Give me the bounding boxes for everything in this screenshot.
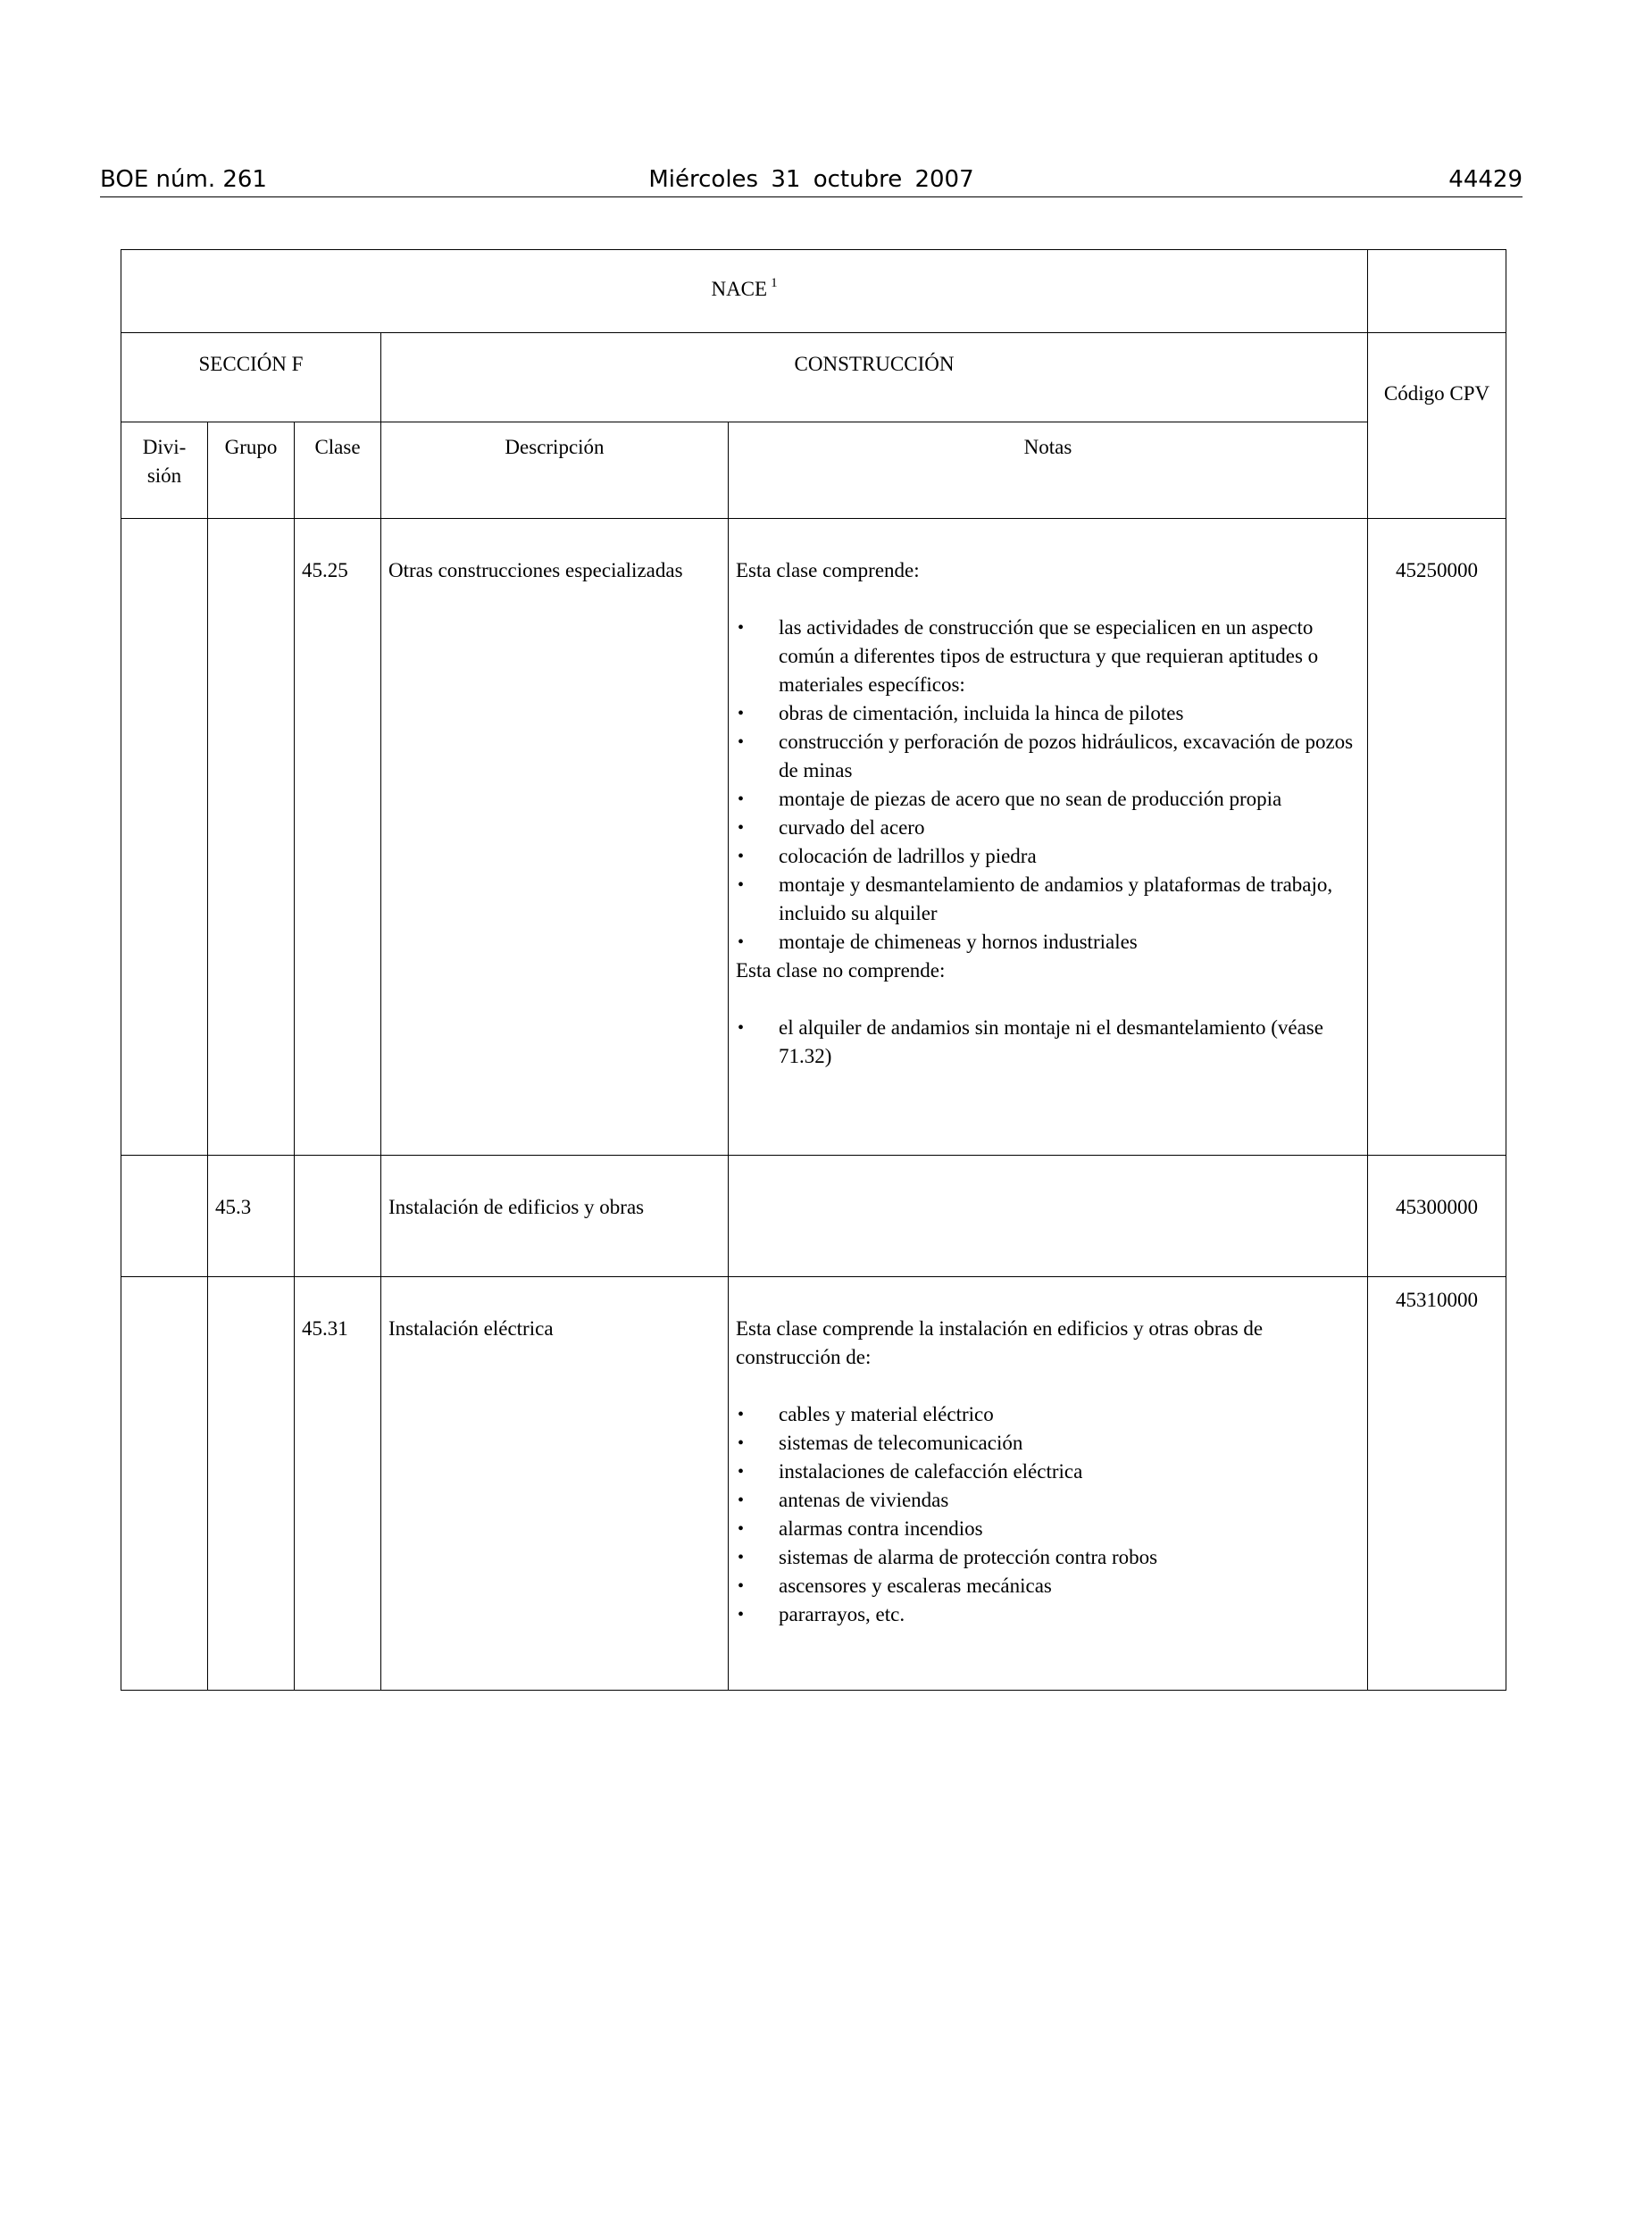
list-item: • las actividades de construcción que se especialicen en un aspecto común a diferentes tipos de estructura y que requieran aptitudes o materiales específicos:: [736, 614, 1360, 699]
cell-cpv: 45250000: [1368, 519, 1506, 1156]
nace-classification-table: [121, 249, 1506, 1691]
list-item: • sistemas de alarma de protección contra robos: [736, 1543, 1360, 1572]
journal-issue: BOE núm. 261: [100, 166, 267, 193]
cell-notas: [729, 1156, 1368, 1277]
section-label: SECCIÓN F: [121, 333, 381, 422]
includes-list: [736, 614, 1360, 957]
header-division-line1: Divi-: [142, 436, 187, 458]
cell-clase: 45.31: [295, 1277, 381, 1691]
includes-list: [736, 1400, 1360, 1629]
list-item: • colocación de ladrillos y piedra: [736, 842, 1360, 871]
list-item: • cables y material eléctrico: [736, 1400, 1360, 1429]
table-row: [121, 519, 1506, 1156]
nace-title: NACE: [711, 278, 768, 300]
cpv-header: Código CPV: [1368, 333, 1506, 519]
list-item: • sistemas de telecomunicación: [736, 1429, 1360, 1458]
excludes-intro: Esta clase no comprende:: [736, 959, 946, 982]
table-row: [121, 1156, 1506, 1277]
list-item: • antenas de viviendas: [736, 1486, 1360, 1515]
excludes-list: [736, 1014, 1360, 1071]
table-title: [121, 250, 1368, 333]
list-item: • instalaciones de calefacción eléctrica: [736, 1458, 1360, 1486]
list-item: • ascensores y escaleras mecánicas: [736, 1572, 1360, 1600]
list-item: • montaje y desmantelamiento de andamios y plataformas de trabajo, incluido su alquiler: [736, 871, 1360, 928]
table-row: [121, 1277, 1506, 1691]
cell-clase: 45.25: [295, 519, 381, 1156]
cell-cpv: 45300000: [1368, 1156, 1506, 1277]
cell-descripcion: Instalación de edificios y obras: [381, 1156, 729, 1277]
cell-clase: [295, 1156, 381, 1277]
cell-grupo: [208, 1277, 295, 1691]
section-name: CONSTRUCCIÓN: [381, 333, 1368, 422]
header-clase: Clase: [295, 422, 381, 519]
list-item: • montaje de chimeneas y hornos industriales: [736, 928, 1360, 957]
list-item: • alarmas contra incendios: [736, 1515, 1360, 1543]
page-number: 44429: [1448, 166, 1523, 193]
header-grupo: Grupo: [208, 422, 295, 519]
list-item: • pararrayos, etc.: [736, 1600, 1360, 1629]
publication-date: Miércoles 31 octubre 2007: [648, 166, 974, 193]
header-division-line2: sión: [146, 464, 182, 487]
cell-grupo: [208, 519, 295, 1156]
header-descripcion: Descripción: [381, 422, 729, 519]
cell-division: [121, 519, 208, 1156]
cell-division: [121, 1156, 208, 1277]
list-item: • el alquiler de andamios sin montaje ni el desmantelamiento (véase 71.32): [736, 1014, 1360, 1071]
includes-intro: Esta clase comprende:: [736, 559, 920, 581]
cell-cpv: 45310000: [1368, 1277, 1506, 1691]
header-notas: Notas: [729, 422, 1368, 519]
list-item: • curvado del acero: [736, 814, 1360, 842]
cell-descripcion: Instalación eléctrica: [381, 1277, 729, 1691]
list-item: • construcción y perforación de pozos hidráulicos, excavación de pozos de minas: [736, 728, 1360, 785]
cell-notas: [729, 519, 1368, 1156]
footnote-marker: 1: [771, 276, 778, 290]
cell-grupo: 45.3: [208, 1156, 295, 1277]
list-item: • obras de cimentación, incluida la hinca de pilotes: [736, 699, 1360, 728]
page-header: [100, 164, 1523, 197]
header-division: [121, 422, 208, 519]
cell-division: [121, 1277, 208, 1691]
includes-intro: Esta clase comprende la instalación en edificios y otras obras de construcción de:: [736, 1317, 1264, 1368]
cell-descripcion: Otras construcciones especializadas: [381, 519, 729, 1156]
title-cpv-cell: [1368, 250, 1506, 333]
cell-notas: [729, 1277, 1368, 1691]
list-item: • montaje de piezas de acero que no sean de producción propia: [736, 785, 1360, 814]
